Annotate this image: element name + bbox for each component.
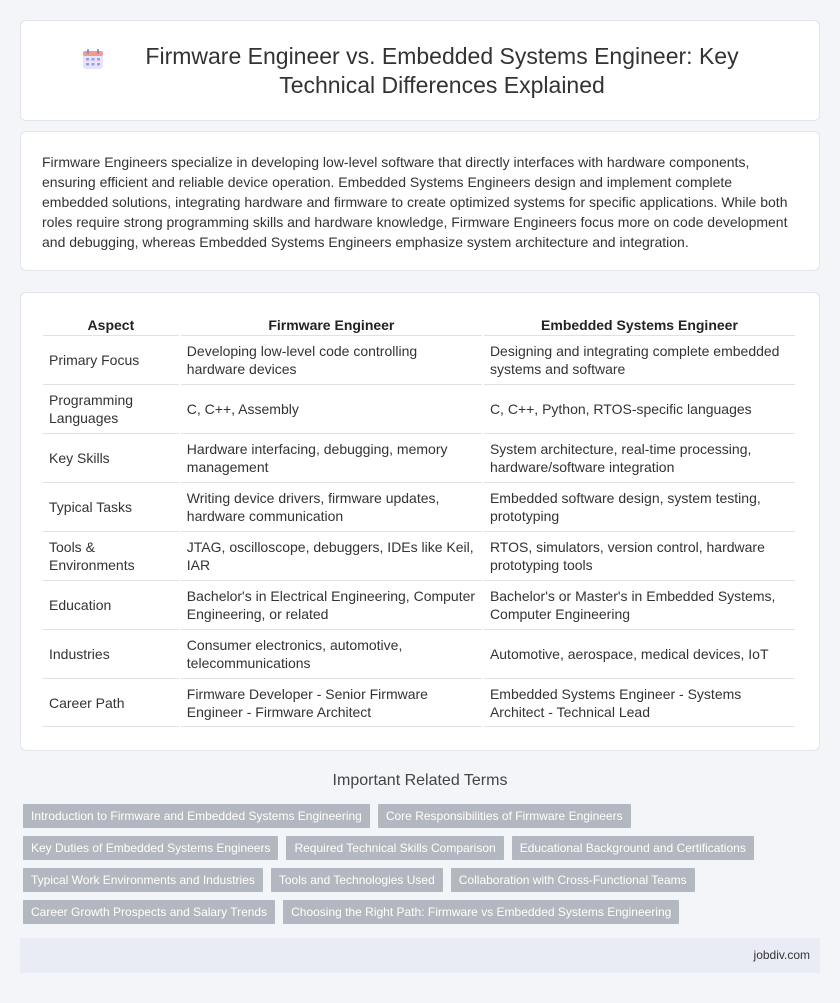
tag-row: [23, 804, 823, 828]
title-card: [20, 20, 820, 121]
firmware-cell: C, C++, Assembly: [181, 384, 482, 433]
firmware-cell: Consumer electronics, automotive, telecommunications: [181, 629, 482, 678]
aspect-cell: Typical Tasks: [43, 482, 179, 531]
related-term-tag[interactable]: Collaboration with Cross-Functional Teams: [451, 868, 695, 892]
aspect-cell: Education: [43, 580, 179, 629]
aspect-cell: Career Path: [43, 678, 179, 727]
related-term-tag[interactable]: Key Duties of Embedded Systems Engineers: [23, 836, 278, 860]
firmware-cell: Firmware Developer - Senior Firmware Engineer - Firmware Architect: [181, 678, 482, 727]
table-row: [43, 482, 795, 531]
table-row: [43, 678, 795, 727]
firmware-cell: Developing low-level code controlling hardware devices: [181, 335, 482, 384]
related-term-tag[interactable]: Choosing the Right Path: Firmware vs Embedded Systems Engineering: [283, 900, 679, 924]
intro-card: [20, 131, 820, 271]
tag-row: [23, 900, 823, 924]
embedded-cell: Embedded software design, system testing, prototyping: [484, 482, 795, 531]
aspect-cell: Tools & Environments: [43, 531, 179, 580]
related-term-tag[interactable]: Career Growth Prospects and Salary Trends: [23, 900, 275, 924]
page-title: Firmware Engineer vs. Embedded Systems Engineer: Key Technical Differences Explained: [145, 42, 739, 98]
related-term-tag[interactable]: Educational Background and Certifications: [512, 836, 754, 860]
table-row: [43, 335, 795, 384]
related-term-tag[interactable]: Required Technical Skills Comparison: [286, 836, 503, 860]
related-terms-heading: Important Related Terms: [332, 772, 508, 789]
embedded-cell: Automotive, aerospace, medical devices, IoT: [484, 629, 795, 678]
embedded-cell: System architecture, real-time processing, hardware/software integration: [484, 433, 795, 482]
related-terms-tags: [23, 804, 823, 932]
related-term-tag[interactable]: Typical Work Environments and Industries: [23, 868, 263, 892]
header-aspect: Aspect: [87, 317, 135, 333]
table-row: [43, 629, 795, 678]
firmware-cell: Hardware interfacing, debugging, memory management: [181, 433, 482, 482]
embedded-cell: C, C++, Python, RTOS-specific languages: [484, 384, 795, 433]
intro-text: Firmware Engineers specialize in developing low-level software that directly interfaces with hardware components, ensuring efficient and reliable device operation. Embedded Systems Engineers design and implement complete embedded solutions, integrating hardware and firmware to create optimized systems for specific applications. While both roles require strong programming skills and hardware knowledge, Firmware Engineers focus more on code development and debugging, whereas Embedded Systems Engineers emphasize system architecture and integration.: [42, 154, 788, 250]
related-term-tag[interactable]: Introduction to Firmware and Embedded Systems Engineering: [23, 804, 370, 828]
firmware-cell: JTAG, oscilloscope, debuggers, IDEs like Keil, IAR: [181, 531, 482, 580]
table-header-row: [43, 313, 795, 335]
aspect-cell: Key Skills: [43, 433, 179, 482]
tag-row: [23, 836, 823, 860]
table-row: [43, 433, 795, 482]
firmware-cell: Bachelor's in Electrical Engineering, Computer Engineering, or related: [181, 580, 482, 629]
related-term-tag[interactable]: Core Responsibilities of Firmware Engineers: [378, 804, 631, 828]
embedded-cell: Bachelor's or Master's in Embedded Systems, Computer Engineering: [484, 580, 795, 629]
related-term-tag[interactable]: Tools and Technologies Used: [271, 868, 443, 892]
aspect-cell: Programming Languages: [43, 384, 179, 433]
table-row: [43, 580, 795, 629]
header-embedded-systems-engineer: Embedded Systems Engineer: [541, 317, 738, 333]
table-row: [43, 531, 795, 580]
comparison-table: [41, 313, 797, 727]
footer-site-link[interactable]: jobdiv.com: [753, 948, 810, 962]
embedded-cell: Embedded Systems Engineer - Systems Architect - Technical Lead: [484, 678, 795, 727]
table-row: [43, 384, 795, 433]
firmware-cell: Writing device drivers, firmware updates, hardware communication: [181, 482, 482, 531]
embedded-cell: Designing and integrating complete embedded systems and software: [484, 335, 795, 384]
aspect-cell: Primary Focus: [43, 335, 179, 384]
embedded-cell: RTOS, simulators, version control, hardware prototyping tools: [484, 531, 795, 580]
aspect-cell: Industries: [43, 629, 179, 678]
calendar-icon: [81, 47, 105, 71]
tag-row: [23, 868, 823, 892]
comparison-card: [20, 292, 820, 751]
footer: [20, 938, 820, 973]
header-firmware-engineer: Firmware Engineer: [268, 317, 395, 333]
